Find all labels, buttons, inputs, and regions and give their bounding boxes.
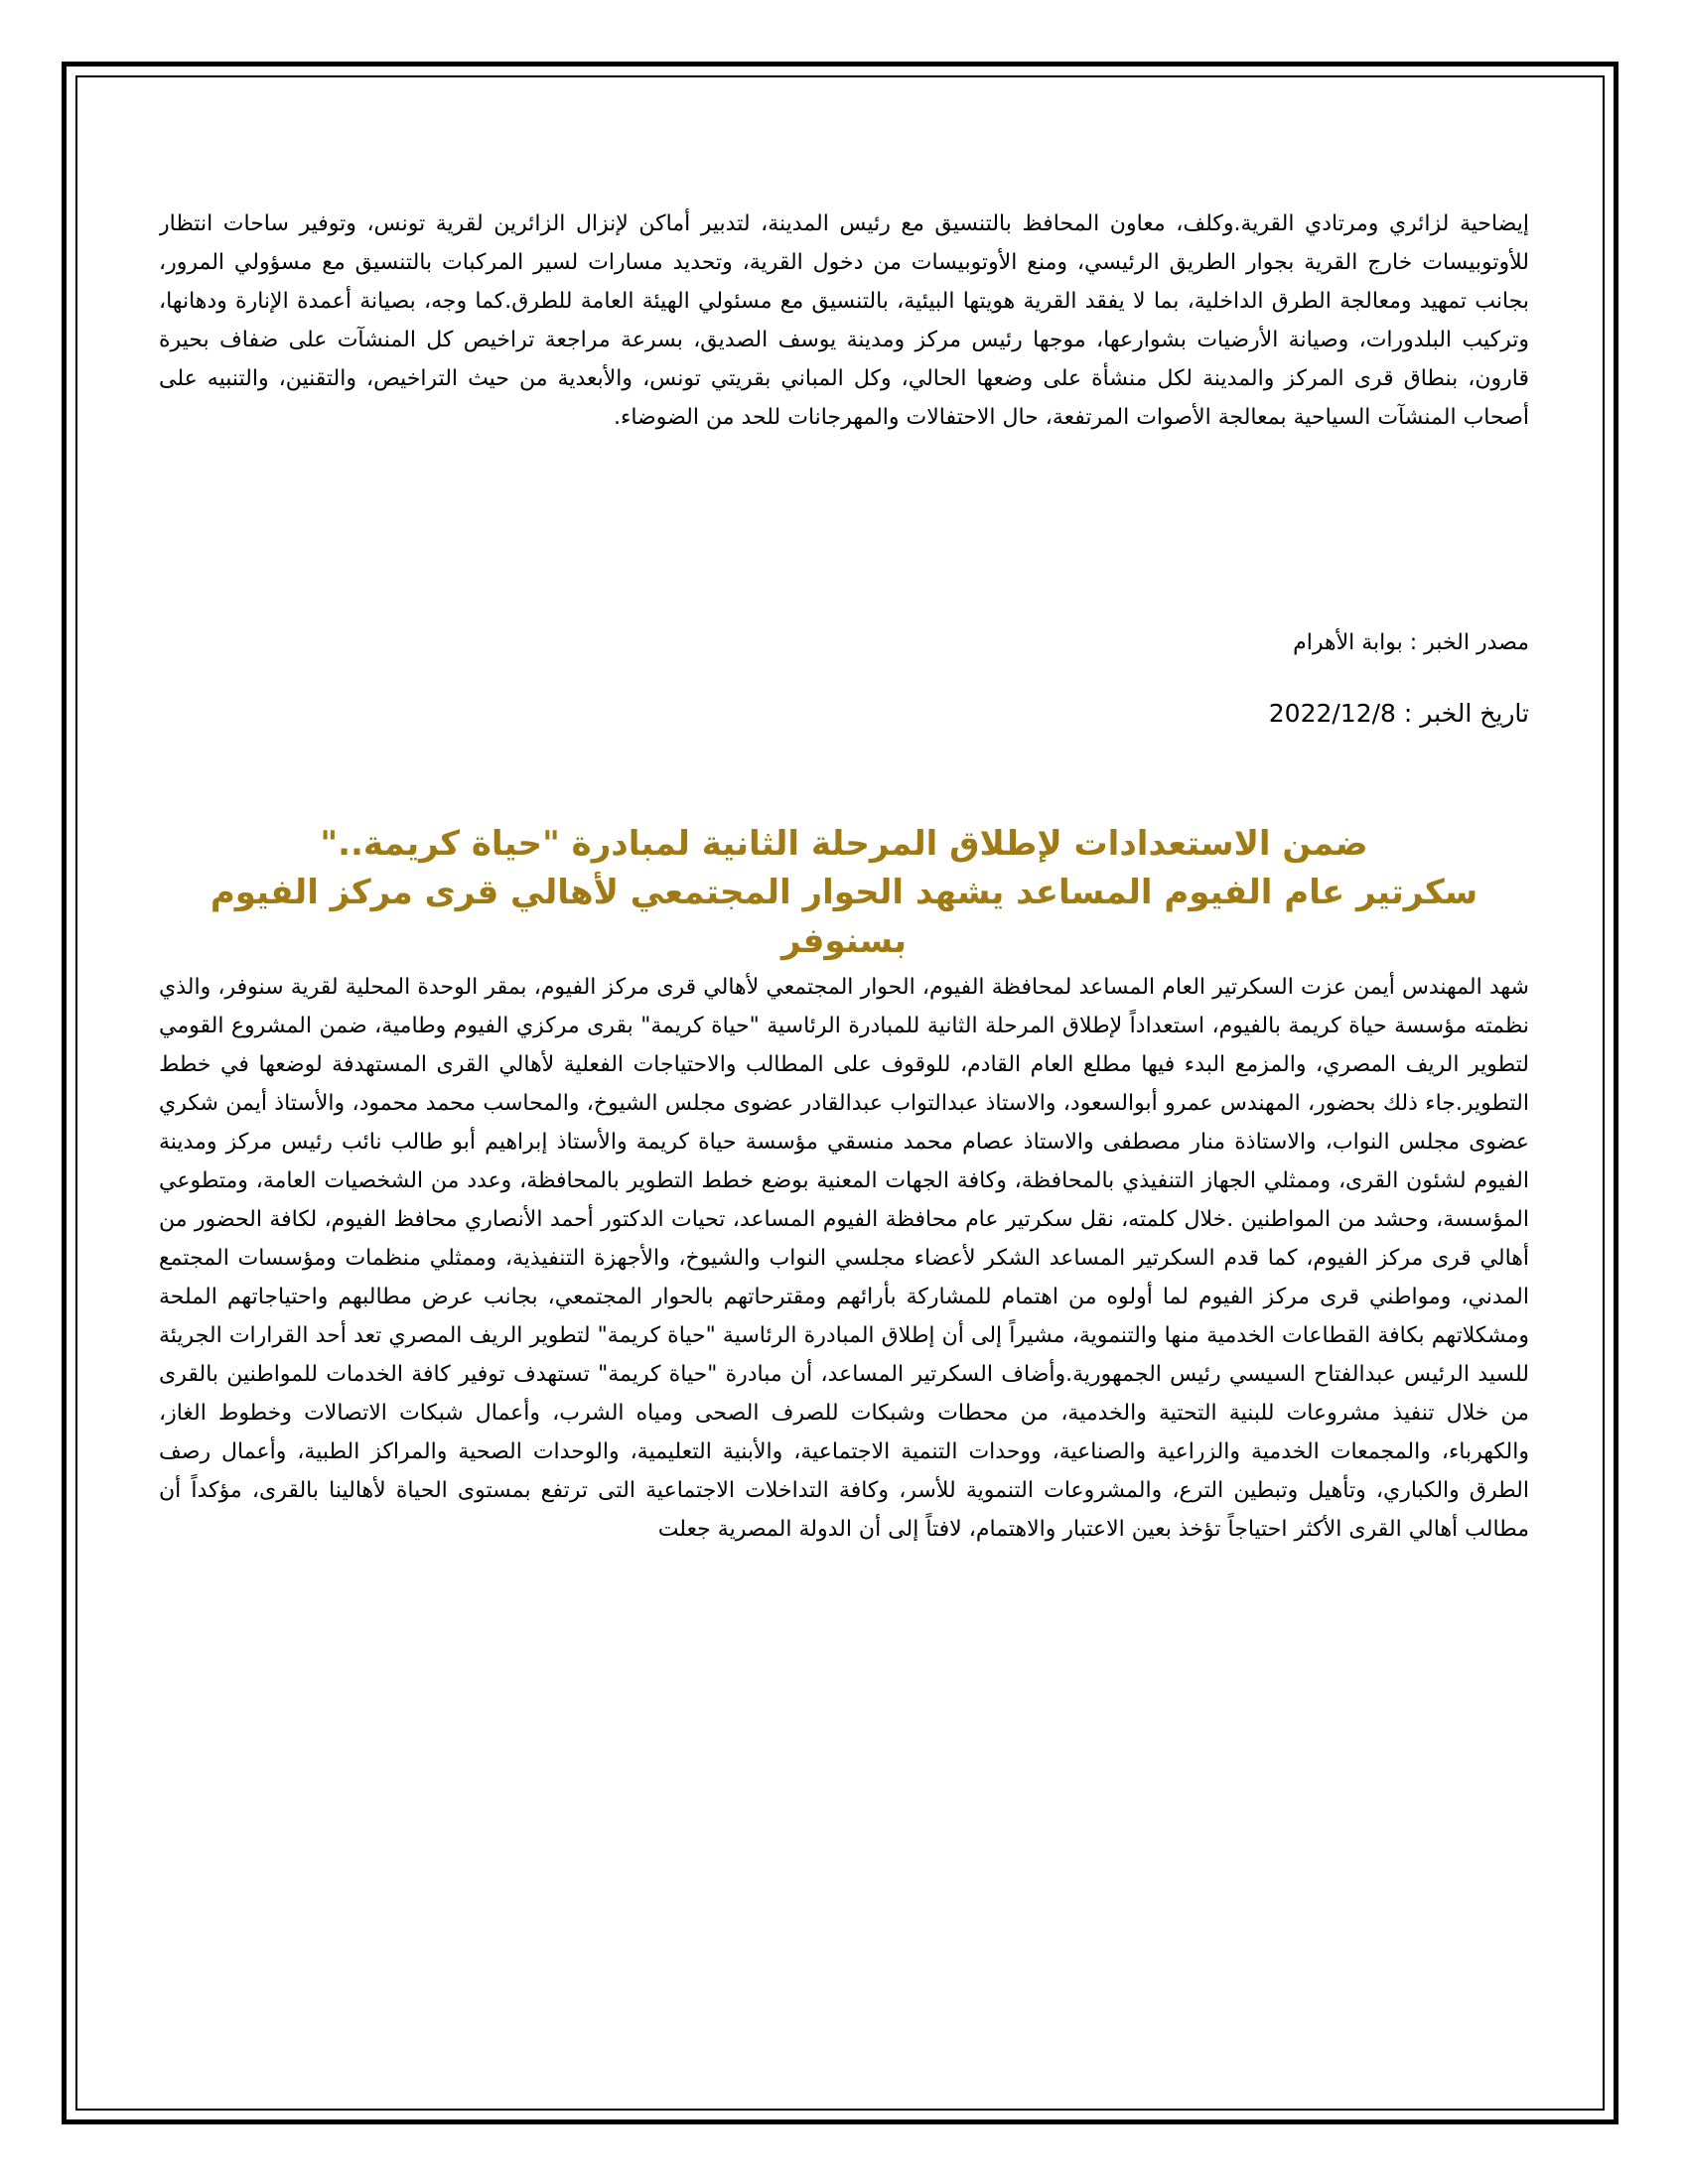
headline-line-2: سكرتير عام الفيوم المساعد يشهد الحوار المجتمعي لأهالي قرى مركز الفيوم — [210, 873, 1478, 912]
article-headline — [159, 820, 1529, 966]
headline-line-1: ضمن الاستعدادات لإطلاق المرحلة الثانية لمبادرة "حياة كريمة.." — [320, 824, 1368, 864]
paragraph-continued: إيضاحية لزائري ومرتادي القرية.وكلف، معاون المحافظ بالتنسيق مع رئيس المدينة، لتدبير أماكن لإنزال الزائرين لقرية تونس، وتوفير ساحات انتظار للأوتوبيسات خارج القرية بجوار الطريق الرئيسي، ومنع الأوتوبيسات من دخول القرية، وتحديد مسارات لسير المركبات بالتنسيق مع مسؤولي المرور، بجانب تمهيد ومعالجة الطرق الداخلية، بما لا يفقد القرية هويتها البيئية، بالتنسيق مع مسئولي الهيئة العامة للطرق.كما وجه، بصيانة أعمدة الإنارة ودهانها، وتركيب البلدورات، وصيانة الأرضيات بشوارعها، موجها رئيس مركز ومدينة يوسف الصديق، بسرعة مراجعة تراخيص كل المنشآت على ضفاف بحيرة قارون، بنطاق قرى المركز والمدينة لكل منشأة على وضعها الحالي، وكل المباني بقريتي تونس، والأبعدية من حيث التراخيص، والتقنين، والتنبيه على أصحاب المنشآت السياحية بمعالجة الأصوات المرتفعة، حال الاحتفالات والمهرجانات للحد من الضوضاء. — [159, 211, 1529, 430]
article-body: شهد المهندس أيمن عزت السكرتير العام المساعد لمحافظة الفيوم، الحوار المجتمعي لأهالي قرى مركز الفيوم، بمقر الوحدة المحلية لقرية سنوفر، والذي نظمته مؤسسة حياة كريمة بالفيوم، استعداداً لإطلاق المرحلة الثانية للمبادرة الرئاسية "حياة كريمة" بقرى مركزي الفيوم وطامية، ضمن المشروع القومي لتطوير الريف المصري، والمزمع البدء فيها مطلع العام القادم، للوقوف على المطالب والاحتياجات الفعلية لأهالي القرى المستهدفة لوضعها في خطط التطوير.جاء ذلك بحضور، المهندس عمرو أبوالسعود، والاستاذ عبدالتواب عبدالقادر عضوى مجلس الشيوخ، والمحاسب محمد محمود، والأستاذ أيمن شكري عضوى مجلس النواب، والاستاذة منار مصطفى والاستاذ عصام محمد منسقي مؤسسة حياة كريمة والأستاذ إبراهيم أبو طالب نائب رئيس مركز ومدينة الفيوم لشئون القرى، وممثلي الجهاز التنفيذي بالمحافظة، وكافة الجهات المعنية بوضع خطط التطوير بالمحافظة، وعدد من الشخصيات العامة، ومتطوعي المؤسسة، وحشد من المواطنين .خلال كلمته، نقل سكرتير عام محافظة الفيوم المساعد، تحيات الدكتور أحمد الأنصاري محافظ الفيوم، لكافة الحضور من أهالي قرى مركز الفيوم، كما قدم السكرتير المساعد الشكر لأعضاء مجلسي النواب والشيوخ، والأجهزة التنفيذية، وممثلي منظمات ومؤسسات المجتمع المدني، ومواطني قرى مركز الفيوم لما أولوه من اهتمام للمشاركة بأرائهم ومقترحاتهم بالحوار المجتمعي، بجانب عرض مطالبهم واحتياجاتهم الملحة ومشكلاتهم بكافة القطاعات الخدمية منها والتنموية، مشيراً إلى أن إطلاق المبادرة الرئاسية "حياة كريمة" لتطوير الريف المصري تعد أحد القرارات الجريئة للسيد الرئيس عبدالفتاح السيسي رئيس الجمهورية.وأضاف السكرتير المساعد، أن مبادرة "حياة كريمة" تستهدف توفير كافة الخدمات للمواطنين بالقرى من خلال تنفيذ مشروعات للبنية التحتية والخدمية، من محطات وشبكات للصرف الصحى ومياه الشرب، وأعمال شبكات الاتصالات وخطوط الغاز، والكهرباء، والمجمعات الخدمية والزراعية والصناعية، ووحدات التنمية الاجتماعية، والأبنية التعليمية، والوحدات الصحية والمراكز الطبية، وأعمال رصف الطرق والكباري، وتأهيل وتبطين الترع، والمشروعات التنموية للأسر، وكافة التداخلات الاجتماعية التى ترتفع بمستوى الحياة لأهالينا بالقرى، مؤكداً أن مطالب أهالي القرى الأكثر احتياجاً تؤخذ بعين الاعتبار والاهتمام، لافتاً إلى أن الدولة المصرية جعلت — [159, 975, 1529, 1542]
news-date: تاريخ الخبر : 2022/12/8 — [1268, 699, 1529, 728]
news-source: مصدر الخبر : بوابة الأهرام — [1293, 630, 1529, 655]
document-body — [159, 205, 1529, 1961]
headline-line-3: بسنوفر — [781, 921, 907, 961]
